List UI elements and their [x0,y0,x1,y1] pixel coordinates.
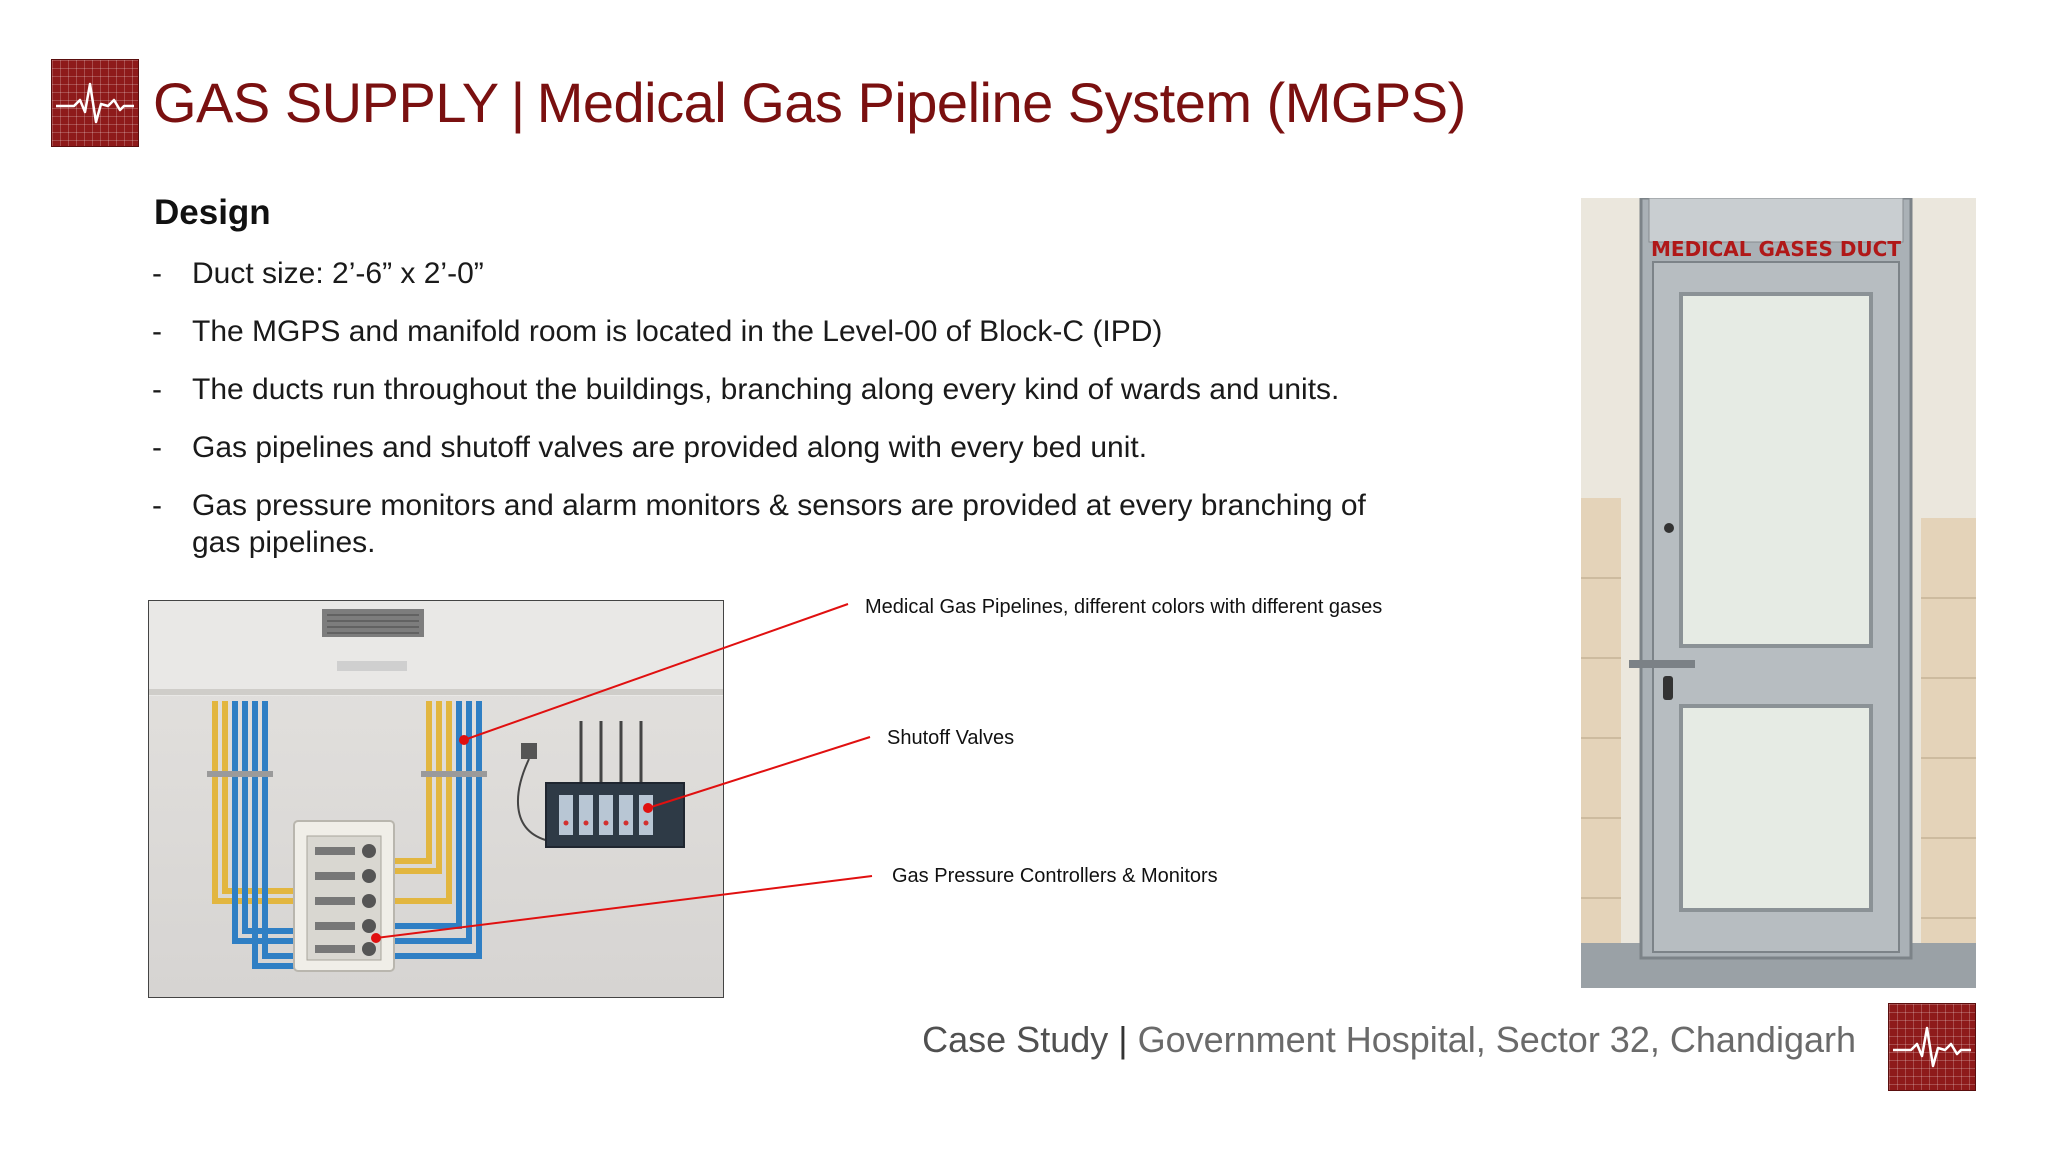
footer-separator: | [1118,1019,1128,1060]
ecg-logo-icon [1888,1003,1976,1091]
bullet-item: - Gas pipelines and shutoff valves are provided along with every bed unit. [152,429,1552,466]
title-main: GAS SUPPLY [153,71,499,134]
callout-pipelines: Medical Gas Pipelines, different colors with different gases [865,596,1383,618]
callout-pressure-controllers: Gas Pressure Controllers & Monitors [892,865,1218,887]
bullet-item: - Gas pressure monitors and alarm monitors & sensors are provided at every branching of gas pipelines. [152,487,1552,561]
title-sub: Medical Gas Pipeline System (MGPS) [536,71,1466,134]
section-heading: Design [154,193,271,232]
ecg-logo-icon [51,59,139,147]
door-sign: MEDICAL GASES DUCT [1651,237,1901,261]
manifold-photo [148,600,724,998]
duct-door-photo [1581,198,1976,988]
bullet-item: - The ducts run throughout the buildings, branching along every kind of wards and units. [152,371,1552,408]
bullet-item: - Duct size: 2’-6” x 2’-0” [152,255,1552,292]
design-bullet-list [152,255,1552,582]
footer-label: Case Study [922,1019,1109,1060]
footer-caption [922,1019,1856,1061]
title-separator: | [510,71,525,134]
page-title [153,70,1466,135]
bullet-item: - The MGPS and manifold room is located in the Level-00 of Block-C (IPD) [152,313,1552,350]
footer-location: Government Hospital, Sector 32, Chandigarh [1137,1019,1856,1060]
callout-shutoff-valves: Shutoff Valves [887,727,1015,749]
